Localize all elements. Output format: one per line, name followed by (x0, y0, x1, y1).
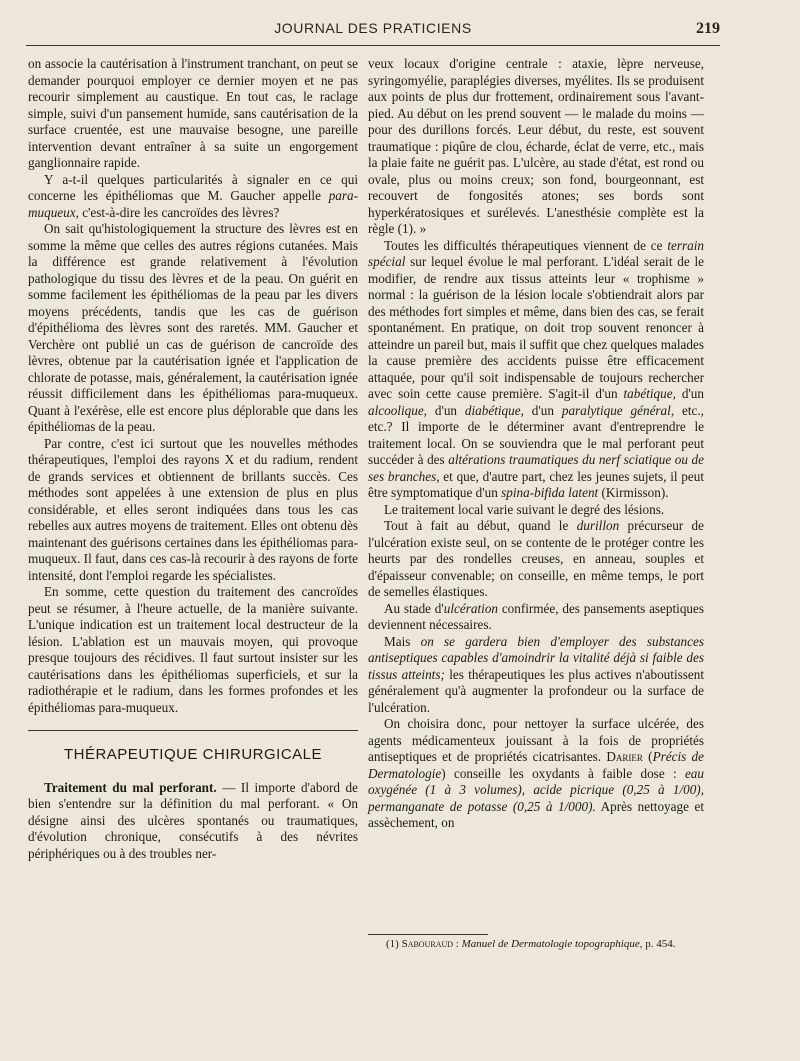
italic-term: Précis de Dermatologie (368, 749, 704, 781)
text: , d'un (423, 402, 465, 418)
run-in-heading: Traitement du mal perforant. (44, 779, 217, 795)
text: Tout à fait au début, quand le (384, 518, 577, 533)
section-rule (28, 730, 358, 731)
text: , d'un (672, 386, 704, 401)
author-name: Darier (606, 749, 643, 764)
section-heading: THÉRAPEUTIQUE CHIRURGICALE (63, 746, 323, 763)
text: confirmée, des pansements aseptiques deviennent nécessaires. (368, 600, 705, 632)
paragraph: En somme, cette question du traitement des cancroïdes peut se résumer, à l'heure actuelle, de la manière suivante. L'unique indication est un traitement local destructeur de la lésion. L'ablation est un mauvais moyen, qui provoque presque toujours des récidives. Il faut surtout insister sur les cautérisations dans les épithéliomas superficiels, et sur la radiothérapie et le radium, dans les formes profondes et les épithéliomas para-muqueux. (28, 584, 358, 715)
left-column (28, 56, 358, 862)
italic-term: ulcération (443, 600, 499, 616)
paragraph (368, 518, 704, 601)
text: Y a-t-il quelques particularités à signaler en ce qui concerne les épithéliomas que M. Gaucher appelle (28, 171, 358, 203)
page-number: 219 (696, 20, 720, 37)
text: ) conseille les oxydants à faible dose : (441, 765, 685, 781)
text: , c'est-à-dire les cancroïdes des lèvres? (75, 204, 280, 220)
italic-term: spina-bifida latent (501, 485, 599, 500)
right-column (368, 56, 704, 832)
text: précurseur de l'ulcération existe seul, on se contente de le protéger contre les heurts par des rondelles creuses, en anneau, souples et d'épaisseur convenable; on conseille, en même temps, le port de semelles élastiques. (368, 518, 704, 599)
text: , et que, d'autre part, chez les jeunes sujets, il peut être symptomatique d'un (368, 468, 704, 500)
text: Après nettoyage et assèchement, on (368, 798, 705, 830)
text: On choisira donc, pour nettoyer la surface ulcérée, des agents médicamenteux jouissant à la fois de propriétés antiseptiques et de propriétés cicatrisantes. (368, 716, 704, 764)
footnote-author: Sabouraud (401, 938, 454, 950)
running-head (26, 14, 720, 42)
text: : (453, 938, 462, 950)
text: Mais (384, 633, 421, 649)
footnote (386, 938, 704, 951)
paragraph: Le traitement local varie suivant le degré des lésions. (384, 501, 665, 517)
italic-term: alcoolique (368, 402, 424, 418)
text: Toutes les difficultés thérapeutiques viennent de ce (384, 237, 668, 253)
italic-term: durillon (576, 518, 620, 533)
paragraph: on associe la cautérisation à l'instrument tranchant, on peut se demander pourquoi employer ce dernier moyen et ne pas recourir simplement au caustique. En tout cas, le raclage simple, suivi d'un pansement humide, sans cautérisation de la surface cruentée, est une mauvaise besogne, une pareille intervention devant entraîner à sa suite un engorgement ganglionnaire rapide. (28, 56, 358, 170)
italic-term: eau oxygénée (1 à 3 volumes), acide picrique (0,25 à 1/00), permanganate de potasse (0,25 à 1/000). (368, 765, 704, 814)
journal-title: JOURNAL DES PRATICIENS (274, 20, 472, 36)
text: les thérapeutiques les plus actives n'aboutissent généralement qu'à augmenter la profondeur ou la surface de l'ulcération. (368, 666, 704, 715)
text: (Kirmisson). (598, 485, 669, 500)
paragraph: On sait qu'histologiquement la structure des lèvres est en somme la même que celles des autres régions cutanées. Mais la différence est grande relativement à l'évolution pathologique du tissu des lèvres et de la peau. On guérit en somme facilement les épithéliomas de la peau par les divers moyens précédents, tandis que les cas de guérison d'épithélioma des lèvres sont des raretés. MM. Gaucher et Verchère ont publié un cas de guérison de cancroïde des lèvres, obtenue par la cautérisation ignée et l'application de chlorate de potasse, mais, généralement, la cautérisation ignée réussit difficilement dans les épithéliomas para-muqueux. Quant à l'exérèse, elle est encore plus déplorable que dans les épithéliomas de la peau. (28, 221, 358, 434)
italic-term: terrain spécial (368, 237, 704, 269)
paragraph (368, 634, 704, 717)
paragraph (368, 238, 704, 502)
paragraph (28, 780, 358, 863)
paragraph: veux locaux d'origine centrale : ataxie, lèpre nerveuse, syringomyélie, paraplégies diverses, myélites. Ils se produisent aux points de plus dur frottement, ordinairement sous l'avant-pied. Au début on les prend souvent — le malade du moins — pour des durillons forcés. Leur début, du reste, est souvent traumatique : piqûre de clou, écharde, éclat de verre, etc., mais la plaie faite ne guérit pas. L'ulcère, au stade d'état, est rond ou ovale, plus ou moins creux; son fond, bourgeonnant, est recouvert de fongosités atones; ses bords sont hyperkératosiques et surélevés. L'anesthésie complète est la règle (1). » (368, 56, 704, 236)
header-rule (26, 45, 720, 46)
footnote-mark: (1) (386, 938, 402, 950)
paragraph: Par contre, c'est ici surtout que les nouvelles méthodes thérapeutiques, l'emploi des rayons X et du radium, rendent de grands services et obtiennent de brillants succès. Ces méthodes sont appelées à une extension de plus en plus considérable, et elles seront indiquées dans tous les cas rebelles aux autres moyens de traitement. Elles ont obtenu dès maintenant des guérisons certaines dans les épithéliomas para-muqueux. Il faut, dans ces cas-là recourir à des rayons de forte intensité, dont l'emploi regarde les spécialistes. (28, 435, 358, 583)
text: sur lequel évolue le mal perforant. L'idéal serait de le modifier, de rendre aux tissus atteints leur « trophisme » normal : la guérison de la lésion locale s'obtiendrait alors par des méthodes fort simples et même, dans bien des cas, se ferait spontanément. En pratique, on doit trop souvent renoncer à atteindre un pareil but, mais il suffit que chez quelques malades la cause première des accidents puisse être efficacement attaquée, pour qu'il soit indispensable de toujours rechercher avec soin cette cause première. S'agit-il d'un (368, 254, 704, 401)
italic-term: diabétique (464, 402, 521, 418)
paragraph (368, 716, 704, 832)
italic-term: para-muqueux (28, 188, 358, 220)
paragraph (28, 172, 358, 222)
italic-term: altérations traumatiques du nerf sciatique ou de ses branches (368, 452, 704, 484)
paragraph (368, 601, 704, 634)
text: , d'un (520, 402, 562, 418)
text: ( (642, 749, 653, 764)
text: Au stade d' (384, 600, 444, 616)
italic-term: tabétique (623, 386, 673, 401)
text: — Il importe d'abord de bien s'entendre sur la définition du mal perforant. « On désigne ainsi des ulcères spontanés ou traumatiques, d'évolution chronique, consécutifs à des névrites périphériques ou à des troubles ner- (28, 779, 358, 861)
text: , p. 454. (639, 938, 676, 950)
footnote-rule (368, 934, 488, 935)
footnote-work: Manuel de Dermatologie topographique (461, 938, 640, 950)
italic-term: on se gardera bien d'employer des substances antiseptiques capables d'amoindrir la vitalité déjà si faible des tissus atteints; (368, 633, 704, 682)
italic-term: paralytique général (561, 402, 671, 418)
text: , etc., etc.? Il importe de le déterminer avant d'entreprendre le traitement local. On se souviendra que le mal perforant peut succéder à des (368, 402, 704, 467)
